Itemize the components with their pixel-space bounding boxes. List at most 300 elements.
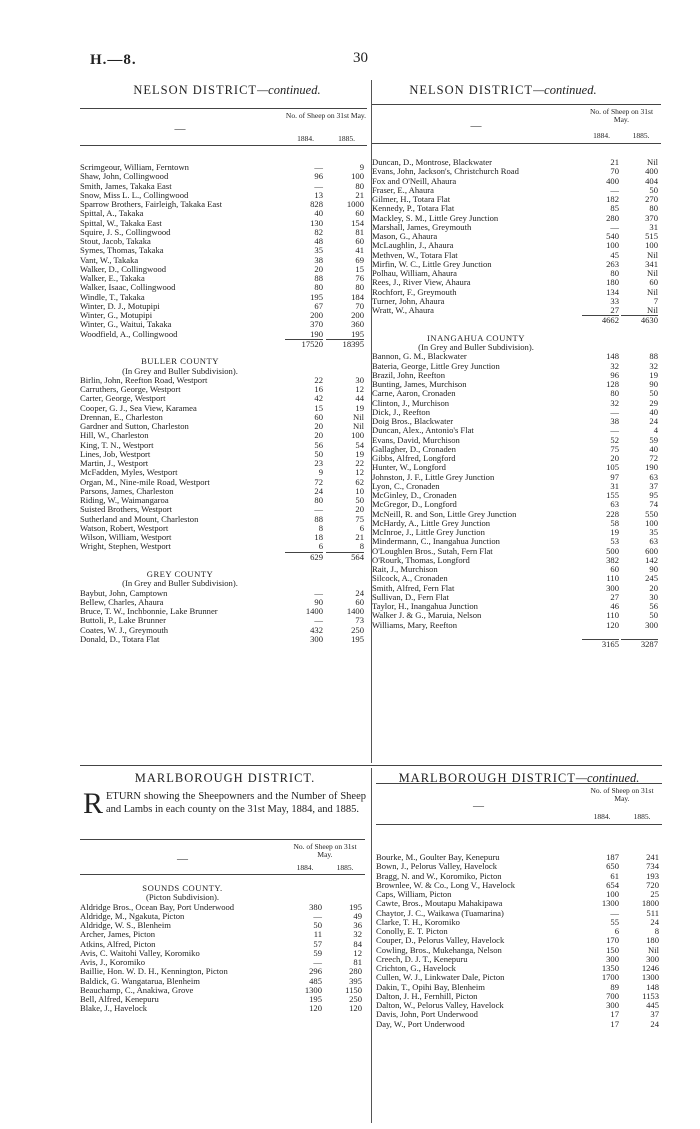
table-row bbox=[376, 946, 662, 955]
table-row bbox=[80, 635, 367, 644]
sheep-1884: 32 bbox=[610, 360, 619, 371]
sheep-1884: 80 bbox=[610, 388, 619, 399]
total-row bbox=[372, 639, 661, 648]
sheep-1884: 53 bbox=[610, 536, 619, 547]
sheep-1885: 200 bbox=[351, 310, 364, 320]
sheep-1885: 50 bbox=[649, 184, 658, 195]
table-row bbox=[80, 311, 367, 320]
owner-name: Bruce, T. W., Inchbonnie, Lake Brunner bbox=[80, 607, 218, 616]
table-row bbox=[80, 459, 367, 468]
sheep-1885: 50 bbox=[355, 495, 364, 505]
sheep-1884: 97 bbox=[610, 471, 619, 482]
sheep-1885: 734 bbox=[646, 861, 659, 872]
sheep-1885: 74 bbox=[649, 499, 658, 510]
sheep-1885: 20 bbox=[649, 582, 658, 593]
sheep-1884: 55 bbox=[610, 916, 619, 927]
sheep-1884: 82 bbox=[314, 226, 323, 237]
owner-name: Rochfort, F., Greymouth bbox=[372, 287, 457, 297]
owner-name: Walker, Isaac, Collingwood bbox=[80, 283, 176, 293]
sheep-1885: 76 bbox=[355, 273, 364, 283]
sheep-1884: 18 bbox=[314, 532, 323, 542]
sheep-1884: — bbox=[610, 406, 619, 417]
intro-paragraph: RETURN showing the Sheepowners and the Number of Sheep and Lambs in each county on the 31st May, 1884, and 1885. bbox=[83, 787, 366, 820]
sheep-1885: 80 bbox=[355, 282, 364, 293]
owner-name: Winter, G., Motupipi bbox=[80, 311, 153, 320]
sheep-1884: — bbox=[314, 180, 323, 191]
sheep-1884: 382 bbox=[606, 554, 619, 565]
owner-name: Creech, D. J. T., Kenepuru bbox=[376, 954, 468, 964]
owner-name: Carter, George, Westport bbox=[80, 394, 166, 404]
sheep-1885: 241 bbox=[646, 852, 659, 862]
owner-name: Duncan, Alex., Antonio's Flat bbox=[372, 426, 474, 436]
sheep-1884: 33 bbox=[610, 295, 619, 306]
sheep-1884: 6 bbox=[614, 926, 619, 936]
sheep-1884: 52 bbox=[610, 434, 619, 445]
sheep-1885: 180 bbox=[646, 935, 659, 946]
table-row bbox=[80, 219, 367, 228]
sheep-1884: 38 bbox=[314, 254, 323, 265]
owner-name: Cowling, Bros., Mukehanga, Nelson bbox=[376, 945, 502, 955]
sheep-1885: 88 bbox=[649, 351, 658, 362]
table-row bbox=[80, 274, 367, 283]
sheep-1884: — bbox=[314, 504, 323, 515]
total-row bbox=[372, 315, 661, 324]
sheep-1885: 142 bbox=[645, 554, 658, 565]
owner-name: King, T. N., Westport bbox=[80, 440, 154, 450]
owner-name: Archer, James, Picton bbox=[80, 930, 156, 940]
table-row bbox=[80, 431, 367, 440]
sheep-1885: 12 bbox=[355, 467, 364, 478]
owner-name: Dick, J., Reefton bbox=[372, 407, 430, 417]
table-row bbox=[80, 441, 367, 450]
sheep-1884: 75 bbox=[610, 443, 619, 454]
county-heading bbox=[80, 884, 365, 893]
table-row bbox=[80, 450, 367, 459]
sheep-1884: 60 bbox=[610, 564, 619, 574]
sheep-1884: 72 bbox=[314, 476, 323, 487]
section-title-bottom-right: MARLBOROUGH DISTRICT—continued. bbox=[398, 771, 640, 785]
county-heading-label: SOUNDS COUNTY. bbox=[142, 884, 223, 893]
table-row bbox=[376, 992, 662, 1001]
sheep-1885: 60 bbox=[355, 208, 364, 219]
sheep-1885: 63 bbox=[649, 471, 658, 482]
sheep-1885: 19 bbox=[355, 448, 364, 459]
sheep-1884: 100 bbox=[606, 889, 619, 899]
sheep-1885: 1400 bbox=[346, 606, 364, 616]
table-row bbox=[376, 964, 662, 973]
sheep-1885: 6 bbox=[359, 522, 364, 533]
sheep-1885: 100 bbox=[645, 517, 658, 528]
table-row bbox=[376, 899, 662, 908]
sheep-1884: 148 bbox=[606, 351, 619, 362]
owner-name: Avis, C. Waitohi Valley, Koromiko bbox=[80, 948, 200, 958]
sheep-1885: Nil bbox=[647, 157, 658, 167]
owner-name: Baillie, Hon. W. D. H., Kennington, Picton bbox=[80, 967, 228, 977]
owner-name: Caps, William, Picton bbox=[376, 890, 452, 899]
sheep-1884: 27 bbox=[610, 305, 619, 315]
owner-name: Bragg, N. and W., Koromiko, Picton bbox=[376, 871, 502, 881]
sheep-1885: 59 bbox=[649, 434, 658, 445]
table-row bbox=[80, 912, 365, 921]
owner-name: Brownlee, W. & Co., Long V., Havelock bbox=[376, 880, 516, 890]
sheep-1884: 89 bbox=[610, 981, 619, 992]
table-row bbox=[376, 881, 662, 890]
table-row bbox=[376, 1010, 662, 1019]
sheep-1885: 270 bbox=[645, 194, 658, 204]
owner-name: Doig Bros., Blackwater bbox=[372, 417, 454, 426]
owner-name: Avis, J., Koromiko bbox=[80, 958, 146, 967]
sheep-1884: 80 bbox=[314, 495, 323, 505]
sheep-1884: 1300 bbox=[601, 898, 619, 909]
sheep-1885: 44 bbox=[355, 393, 364, 404]
table-row bbox=[80, 940, 365, 949]
subdivision-note-label: (Picton Subdivision). bbox=[145, 893, 220, 903]
sheep-1884: 35 bbox=[314, 245, 323, 256]
table-row bbox=[80, 330, 367, 339]
owner-name: Smith, James, Takaka East bbox=[80, 181, 172, 191]
owner-name: Dakin, T., Opihi Bay, Blenheim bbox=[376, 982, 485, 992]
owner-name: Drennan, E., Charleston bbox=[80, 412, 163, 422]
sheep-1884: 67 bbox=[314, 300, 323, 311]
sheep-1885: 32 bbox=[649, 360, 658, 371]
sheep-1884: 134 bbox=[606, 286, 619, 297]
owner-name: Symes, Thomas, Takaka bbox=[80, 246, 164, 256]
sheep-1884: 88 bbox=[314, 513, 323, 524]
column-divider-top bbox=[371, 80, 372, 763]
sheep-1884: 50 bbox=[314, 448, 323, 459]
spacer bbox=[372, 325, 661, 334]
table-row bbox=[80, 958, 365, 967]
sheep-1884: 15 bbox=[314, 402, 323, 413]
total-row bbox=[80, 552, 367, 561]
owner-name: Stout, Jacob, Takaka bbox=[80, 237, 151, 246]
owner-name: Wright, Stephen, Westport bbox=[80, 542, 171, 552]
sheep-1885: 300 bbox=[645, 619, 658, 630]
owner-name: Conolly, E. T. Picton bbox=[376, 927, 448, 936]
table-row bbox=[80, 478, 367, 487]
sheep-1885: 515 bbox=[645, 231, 658, 241]
sheep-1885: 193 bbox=[646, 870, 659, 881]
county-heading bbox=[80, 357, 367, 366]
sheep-1884: 96 bbox=[314, 171, 323, 182]
sheep-1885: 18395 bbox=[326, 339, 364, 349]
owner-name: Brazil, John, Reefton bbox=[372, 370, 446, 380]
sheep-1884: 300 bbox=[606, 582, 619, 593]
sheep-1885: 564 bbox=[326, 552, 364, 562]
sheep-1884: 20 bbox=[314, 421, 323, 431]
sheep-1884: 228 bbox=[606, 508, 619, 519]
sheep-1884: 23 bbox=[314, 458, 323, 468]
sheep-1885: 1246 bbox=[641, 963, 659, 973]
sheep-1885: Nil bbox=[647, 286, 658, 297]
sheep-1884: 32 bbox=[610, 397, 619, 408]
sheep-1885: Nil bbox=[647, 268, 658, 278]
sheep-1884: 63 bbox=[610, 499, 619, 510]
sheep-1884: 1300 bbox=[304, 984, 322, 995]
sheep-1884: 8 bbox=[318, 522, 323, 533]
sheep-1885: 62 bbox=[355, 476, 364, 487]
sheep-1885: 4 bbox=[653, 425, 658, 436]
owner-name: Fraser, E., Ahaura bbox=[372, 185, 434, 195]
owner-name: Gibbs, Alfred, Longford bbox=[372, 454, 456, 463]
sheep-1884: 182 bbox=[606, 194, 619, 204]
table-row bbox=[80, 616, 367, 625]
sheep-1884: 300 bbox=[310, 633, 323, 644]
owner-name: Lines, Job, Westport bbox=[80, 449, 151, 459]
sheep-1885: 81 bbox=[353, 957, 362, 967]
owner-name: Squire, J. S., Collingwood bbox=[80, 227, 171, 237]
owner-name: Turner, John, Ahaura bbox=[372, 296, 445, 306]
sheep-1884: 195 bbox=[310, 291, 323, 302]
owner-name: McFadden, Myles, Westport bbox=[80, 468, 178, 478]
owner-name: Aldridge, W. S., Blenheim bbox=[80, 921, 171, 930]
sheep-1885: 400 bbox=[645, 166, 658, 177]
owner-name: Shaw, John, Collingwood bbox=[80, 172, 169, 182]
sheep-1884: 485 bbox=[309, 975, 322, 986]
sheep-1884: 40 bbox=[314, 208, 323, 219]
sheep-1885: 35 bbox=[649, 527, 658, 537]
sheep-1884: 280 bbox=[606, 212, 619, 223]
sheep-1885: 37 bbox=[649, 480, 658, 491]
table-row bbox=[372, 306, 661, 315]
owner-name: Winter, G., Waitui, Takaka bbox=[80, 320, 172, 330]
sheep-1885: 63 bbox=[649, 536, 658, 547]
owner-name: Day, W., Port Underwood bbox=[376, 1019, 465, 1029]
sheep-1885: 404 bbox=[645, 175, 658, 186]
sheep-1884: 59 bbox=[313, 947, 322, 958]
owner-name: Davis, John, Port Underwood bbox=[376, 1010, 478, 1020]
sheep-1885: 120 bbox=[349, 1003, 362, 1014]
sheep-1884: 22 bbox=[314, 374, 323, 385]
table-row bbox=[376, 927, 662, 936]
subdivision-note-label: (In Grey and Buller Subdivision). bbox=[122, 579, 238, 589]
owner-name: Windle, T., Takaka bbox=[80, 292, 145, 302]
table-row bbox=[80, 237, 367, 246]
sheep-1884: 11 bbox=[313, 929, 322, 940]
sheep-1884: 300 bbox=[606, 953, 619, 964]
subdivision-note-label: (In Grey and Buller Subdivision). bbox=[122, 366, 238, 376]
sheep-1884: 19 bbox=[610, 527, 619, 537]
spacer bbox=[80, 348, 367, 357]
sheep-1885: 90 bbox=[649, 564, 658, 574]
sheep-1884: 120 bbox=[309, 1003, 322, 1014]
table-row bbox=[80, 589, 367, 598]
table-row bbox=[80, 283, 367, 292]
sheep-1884: 263 bbox=[606, 258, 619, 269]
owner-name: Cullen, W. J., Linkwater Dale, Picton bbox=[376, 973, 505, 983]
sheep-1884: 654 bbox=[606, 879, 619, 890]
sheep-1885: 49 bbox=[353, 910, 362, 921]
sheep-1884: — bbox=[314, 615, 323, 626]
table-row bbox=[80, 376, 367, 385]
spacer bbox=[372, 630, 661, 639]
sheep-1884: 48 bbox=[314, 236, 323, 246]
owner-name: Spittal, A., Takaka bbox=[80, 209, 144, 219]
subdivision-note-label: (In Grey and Buller Subdivision). bbox=[418, 343, 534, 352]
table-top-right bbox=[372, 158, 661, 648]
owner-name: Scrimgeour, William, Ferntown bbox=[80, 163, 189, 172]
sheep-1885: 20 bbox=[355, 504, 364, 515]
sheep-1885: 8 bbox=[359, 541, 364, 552]
sheep-1885: 7 bbox=[653, 295, 658, 306]
spacer bbox=[80, 561, 367, 570]
section-title-top-right: NELSON DISTRICT—continued. bbox=[409, 83, 597, 97]
sheep-1885: 550 bbox=[645, 508, 658, 519]
owner-name: Chaytor, J. C., Waikawa (Tuamarina) bbox=[376, 908, 504, 918]
owner-name: Rees, J., River View, Ahaura bbox=[372, 278, 471, 288]
sheep-1885: 41 bbox=[355, 245, 364, 256]
owner-name: Hill, W., Charleston bbox=[80, 431, 149, 441]
owner-name: Bown, J., Pelorus Valley, Havelock bbox=[376, 862, 498, 872]
county-heading bbox=[372, 334, 661, 343]
county-heading-label: GREY COUNTY bbox=[146, 570, 214, 579]
owner-name: Beauchamp, C., Anakiwa, Grove bbox=[80, 985, 194, 995]
sheep-1884: 828 bbox=[310, 199, 323, 209]
owner-name: Watson, Robert, Westport bbox=[80, 523, 169, 533]
sheep-1885: 3287 bbox=[621, 639, 658, 649]
sheep-1884: 27 bbox=[610, 591, 619, 602]
owner-name: McInroe, J., Little Grey Junction bbox=[372, 528, 485, 537]
table-row bbox=[80, 293, 367, 302]
sheep-1884: 90 bbox=[314, 596, 323, 607]
owner-name: Woodfield, A., Collingwood bbox=[80, 329, 178, 339]
owner-name: Buttoli, P., Lake Brunner bbox=[80, 616, 166, 626]
table-row bbox=[376, 918, 662, 927]
sheep-1885: 720 bbox=[646, 879, 659, 890]
total-row bbox=[80, 339, 367, 348]
report-code: H.—8. bbox=[90, 52, 137, 68]
section-title-bottom-left: MARLBOROUGH DISTRICT. bbox=[134, 771, 316, 785]
sheep-1884: 96 bbox=[610, 369, 619, 380]
owner-name: Aldridge Bros., Ocean Bay, Port Underwood bbox=[80, 902, 235, 912]
sheep-1884: 155 bbox=[606, 490, 619, 500]
sheep-1885: 445 bbox=[646, 1000, 659, 1010]
sheep-1885: 195 bbox=[351, 328, 364, 339]
table-row bbox=[80, 542, 367, 551]
owner-name: Winter, D. J., Motupipi bbox=[80, 301, 160, 311]
county-heading-label: BULLER COUNTY bbox=[141, 357, 219, 367]
table-row bbox=[80, 385, 367, 394]
sheep-1884: 128 bbox=[606, 379, 619, 389]
sheep-1885: 1153 bbox=[642, 990, 659, 1001]
table-row bbox=[376, 1020, 662, 1029]
sheep-1885: 395 bbox=[349, 975, 362, 986]
sheep-1884: 110 bbox=[606, 573, 619, 584]
sheep-1885: 100 bbox=[645, 240, 658, 251]
owner-name: Bellew, Charles, Ahaura bbox=[80, 597, 164, 607]
sheep-1884: — bbox=[610, 425, 619, 436]
sheep-1884: 9 bbox=[318, 467, 323, 478]
subdivision-note bbox=[80, 893, 365, 902]
table-bottom-left bbox=[80, 884, 365, 1014]
sheep-1884: 20 bbox=[314, 430, 323, 441]
table-row bbox=[80, 394, 367, 403]
sheep-1885: Nil bbox=[647, 305, 658, 315]
table-row bbox=[80, 468, 367, 477]
owner-name: Gallagher, D., Cronaden bbox=[372, 444, 456, 454]
table-row bbox=[80, 496, 367, 505]
owner-name: Dalton, W., Pelorus Valley, Havelock bbox=[376, 1001, 504, 1010]
table-row bbox=[80, 995, 365, 1004]
table-row bbox=[80, 228, 367, 237]
owner-name: Cawte, Bros., Moutapu Mahakipawa bbox=[376, 899, 503, 909]
table-row bbox=[372, 621, 661, 630]
sheep-1885: 81 bbox=[355, 226, 364, 237]
sheep-1885: 280 bbox=[349, 966, 362, 977]
sheep-1885: Nil bbox=[648, 944, 659, 955]
table-row bbox=[80, 256, 367, 265]
sheep-1884: 187 bbox=[606, 852, 619, 862]
sheep-1885: 1300 bbox=[641, 972, 659, 983]
table-row bbox=[80, 413, 367, 422]
table-row bbox=[80, 172, 367, 181]
sheep-1885: 30 bbox=[355, 374, 364, 385]
sheep-1885: 24 bbox=[650, 916, 659, 927]
table-row bbox=[80, 422, 367, 431]
county-heading bbox=[80, 570, 367, 579]
sheep-1885: 29 bbox=[649, 397, 658, 408]
owner-name: Blake, J., Havelock bbox=[80, 1004, 148, 1014]
sheep-1884: 130 bbox=[310, 217, 323, 228]
owner-name: Organ, M., Nine-mile Road, Westport bbox=[80, 477, 210, 487]
sheep-1884: 1700 bbox=[601, 972, 619, 983]
sheep-1884: 190 bbox=[310, 328, 323, 339]
owner-name: Bunting, James, Murchison bbox=[372, 380, 467, 389]
owner-name: Mindermann, C., Inangahua Junction bbox=[372, 537, 500, 547]
sheep-1885: 25 bbox=[650, 889, 659, 899]
sheep-1885: 8 bbox=[654, 926, 659, 936]
sheep-1885: 1000 bbox=[346, 199, 364, 209]
sheep-1885: 36 bbox=[353, 920, 362, 930]
owner-name: Evans, John, Jackson's, Christchurch Road bbox=[372, 167, 519, 177]
sheep-1885: 19 bbox=[649, 369, 658, 380]
table-row bbox=[376, 862, 662, 871]
owner-name: Wratt, W., Ahaura bbox=[372, 306, 434, 315]
table-row bbox=[80, 265, 367, 274]
sheep-1885: 190 bbox=[645, 462, 658, 473]
sheep-1885: 84 bbox=[353, 938, 362, 949]
table-row bbox=[80, 598, 367, 607]
table-row bbox=[80, 533, 367, 542]
sheep-1884: — bbox=[610, 221, 619, 232]
table-row bbox=[376, 983, 662, 992]
owner-name: Rait, J., Murchison bbox=[372, 565, 438, 574]
sheep-1884: — bbox=[313, 910, 322, 921]
sheep-1885: 54 bbox=[355, 439, 364, 450]
table-row bbox=[80, 163, 367, 172]
owner-name: Kennedy, P., Totara Flat bbox=[372, 204, 455, 214]
subdivision-note bbox=[80, 367, 367, 376]
sheep-1884: 110 bbox=[606, 610, 619, 621]
sheep-1885: 245 bbox=[645, 573, 658, 584]
sheep-1885: 1150 bbox=[345, 984, 362, 995]
sheep-1885: 12 bbox=[355, 384, 364, 394]
sheep-1885: 341 bbox=[645, 258, 658, 269]
table-row bbox=[80, 967, 365, 976]
owner-name: Clarke, T. H., Koromiko bbox=[376, 917, 460, 927]
sheep-1885: 95 bbox=[649, 490, 658, 500]
owner-name: Walker J. & G., Maruia, Nelson bbox=[372, 611, 482, 621]
owner-name: Bourke, M., Goulter Bay, Kenepuru bbox=[376, 853, 500, 862]
sheep-1884: 58 bbox=[610, 517, 619, 528]
sheep-1884: 88 bbox=[314, 273, 323, 283]
sheep-1885: 300 bbox=[646, 953, 659, 964]
sheep-1885: 73 bbox=[355, 615, 364, 626]
owner-name: Snow, Miss L. L., Collingwood bbox=[80, 190, 189, 200]
owner-name: Walker, D., Collingwood bbox=[80, 264, 167, 274]
table-row bbox=[376, 973, 662, 982]
owner-name: Sutherland and Mount, Charleston bbox=[80, 514, 199, 524]
